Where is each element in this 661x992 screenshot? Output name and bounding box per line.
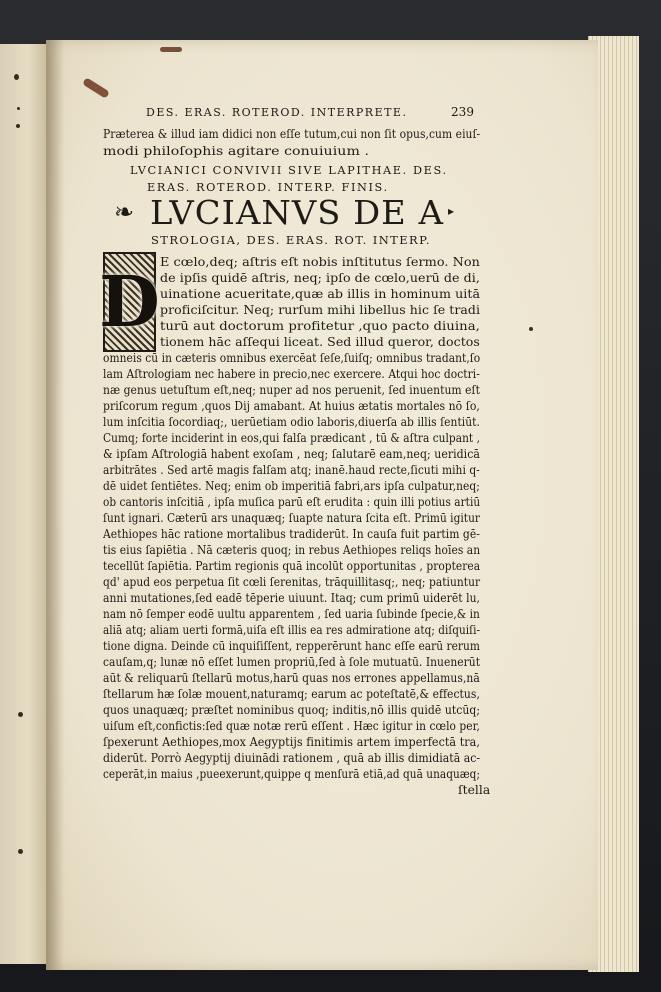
text-line: ob cantoris inſcitiā , ipſa muſica parū eſt erudita : quin illi potius artiū: [103, 495, 481, 509]
text-line: diderūt. Porrò Aegyptij diuinādi rationem , quā ab illis dimidiatā ac-: [103, 751, 481, 765]
text-line: Aethiopes hāc ratione mortalibus tradiderūt. In cauſa fuit partim gē-: [103, 527, 480, 541]
text-line: ſunt ignari. Cæterū ars unaquæq; ſuapte natura ſcita eſt. Primū igitur: [103, 511, 481, 525]
text-line: tione digna. Deinde cū inquiſiſſent, repperērunt hanc eſſe earū rerum: [103, 639, 480, 653]
fleuron-ornament: ❧: [114, 198, 135, 226]
text-line: & ipſam Aſtrologiā habent exoſam , neq; ſalutarē eam,neq; ueridicā: [103, 447, 480, 461]
chapter-title: LVCIANVS DE A: [150, 193, 444, 232]
text-line: anni mutationes,ſed eadē tēperie uiuunt. Itaq; cum primū uiderēt lu,: [103, 591, 480, 605]
text-line: turū aut doctorum profitetur ,quo pacto diuina,: [160, 319, 480, 333]
text-line: Præterea & illud iam didici non eſſe tutum,cui non ſit opus,cum eiuſ-: [103, 127, 481, 141]
text-line: aūt & reliquarū ſtellarū motus,harū quas nos errones appellamus,nā: [103, 671, 480, 685]
text-line: lam Aſtrologiam nec habere in precio,nec exercere. Atqui hoc doctri-: [103, 367, 480, 381]
colophon-line: ERAS. ROTEROD. INTERP. FINIS.: [147, 181, 389, 194]
chapter-subtitle: STROLOGIA, DES. ERAS. ROT. INTERP.: [151, 233, 431, 247]
text-line: ſtellarum hæ ſolæ mouent,naturamq; earum ac poteſtatē,& effectus,: [103, 687, 480, 701]
text-line: Cumq; forte inciderint in eos,qui falſa prædicant , tū & aſtra culpant ,: [103, 431, 481, 445]
decorated-initial: [99, 252, 160, 352]
page-number: 239: [451, 105, 475, 119]
text-line: E cœlo,deq; aſtris eſt nobis inſtitutus ſermo. Non: [160, 255, 480, 269]
text-line: aliā atq; aliam uerti formā,uiſa eſt illis ea res admiratione atq; diſquiſi-: [103, 623, 481, 637]
text-line: lum inſcitia ſocordiaq;, uerūetiam odio laboris,diuerſa ab illis ſentiūt.: [103, 415, 480, 429]
text-line: tionem hāc aſſequi liceat. Sed illud queror, doctos: [160, 335, 480, 349]
dot-ornament: ▸: [448, 204, 455, 218]
text-line: dē uidet ſentiētes. Neq; enim ob imperitiā fabri,ars ipſa culpatur,neq;: [103, 479, 480, 493]
text-line: cauſam,q; lunæ nō eſſet lumen propriū,ſed à ſole mutuatū. Inuenerūt: [103, 655, 481, 669]
text-line: ſpexerunt Aethiopes,mox Aegyptijs finitimis artem imperfectā tra,: [103, 735, 480, 749]
catchword: ſtella: [458, 783, 491, 797]
text-line: uinatione acueritate,quæ ab illis in hominum uitā: [160, 287, 481, 301]
text-line: tis eius ſapiētia . Nā cæteris quoq; in rebus Aethiopes reliqs hoīes an: [103, 543, 481, 557]
text-line: arbitrātes . Sed artē magis falſam atq; inanē.haud recte,ſicuti mihi q-: [103, 463, 480, 477]
text-line: quos unaquæq; præſtet nominibus quoq; inditis,nō illis quidē utcūq;: [103, 703, 481, 717]
text-line: modi philoſophis agitare conuiuium .: [103, 144, 370, 158]
text-line: omneis cū in cæteris omnibus exercēat ſeſe,ſuiſq; omnibus tradant,ſo: [103, 351, 481, 365]
text-line: qd' apud eos perpetua ſit cœli ſerenitas, trāquillitasq;, neq; patiuntur: [103, 575, 481, 589]
text-line: næ genus uetuſtum eſt,neq; nuper ad nos peruenit, ſed inuentum eſt: [103, 383, 480, 397]
text-line: uiſum eſt,confictis:ſed quæ notæ rerū eſſent . Hæc igitur in cœlo per,: [103, 719, 480, 733]
text-line: ceperāt,in maius ,pueexerunt,quippe q menſurā etiā,ad quā unaquæq;: [103, 767, 481, 781]
colophon-line: LVCIANICI CONVIVII SIVE LAPITHAE. DES.: [130, 164, 448, 177]
text-line: de ipſis quidē aſtris, neq; ipſo de cœlo,uerū de di,: [160, 271, 480, 285]
text-line: proficiſcitur. Neq; rurſum mihi libellus hic ſe tradi: [160, 303, 481, 317]
text-line: nam nō ſemper eodē uultu apparentem , ſed uaria ſubinde ſpecie,& in: [103, 607, 480, 621]
text-line: priſcorum regum ,quos Dij amabant. At huius ætatis mortales nō ſo,: [103, 399, 480, 413]
initial-letter: D: [99, 260, 160, 343]
text-line: tecellūt ſapiētia. Partim regionis quā incolūt opportunitas , propterea: [103, 559, 481, 573]
running-head: DES. ERAS. ROTEROD. INTERPRETE.: [146, 106, 408, 119]
